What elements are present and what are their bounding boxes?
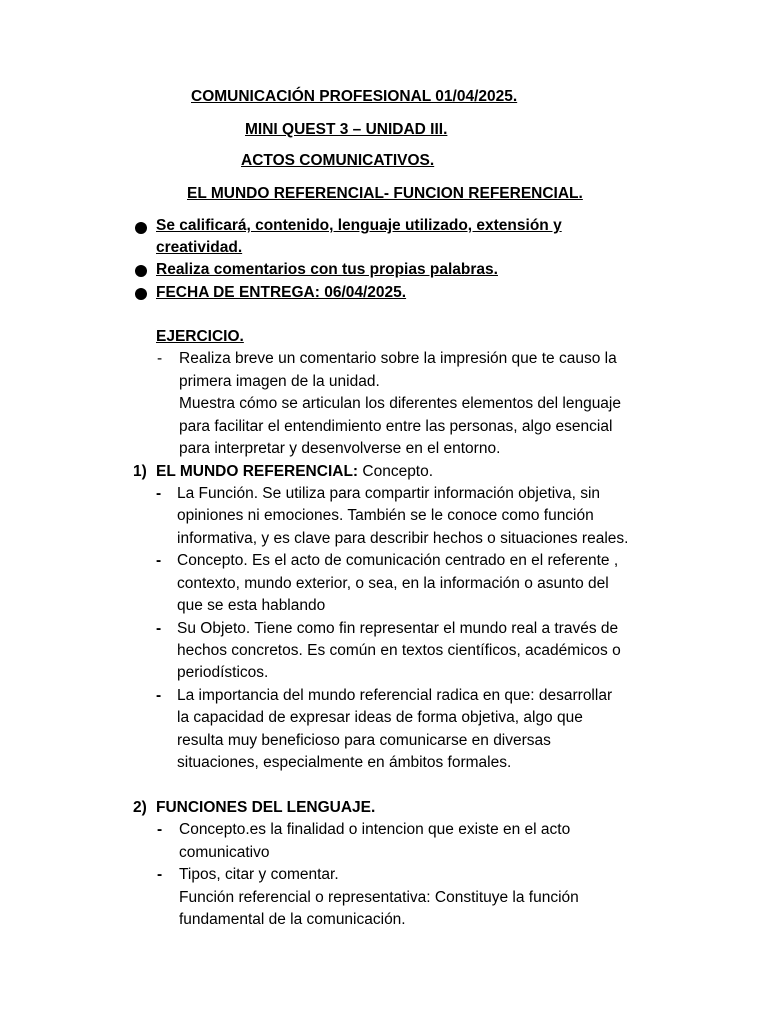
- dash-marker: -: [156, 485, 162, 502]
- section-2-title: FUNCIONES DEL LENGUAJE.: [156, 799, 376, 816]
- instruction-1-line-2: creatividad.: [156, 239, 243, 256]
- exercise-line-4: para facilitar el entendimiento entre las personas, algo esencial: [179, 418, 613, 435]
- s1-item-1-line-3: informativa, y es clave para describir hechos o situaciones reales.: [177, 530, 629, 547]
- s1-item-2-line-1: Concepto. Es el acto de comunicación centrado en el referente ,: [177, 552, 619, 569]
- course-title: COMUNICACIÓN PROFESIONAL 01/04/2025.: [191, 88, 518, 105]
- topic-title: ACTOS COMUNICATIVOS.: [241, 152, 435, 169]
- s1-item-3-line-1: Su Objeto. Tiene como fin representar el mundo real a través de: [177, 620, 619, 637]
- s1-item-3-line-3: periodísticos.: [177, 664, 269, 681]
- instruction-1-line-1: Se calificará, contenido, lenguaje utilizado, extensión y: [156, 217, 562, 234]
- s2-item-2-line-2: Función referencial o representativa: Constituye la función: [179, 889, 579, 906]
- s1-item-1-line-2: opiniones ni emociones. También se le conoce como función: [177, 507, 594, 524]
- bullet-icon: [135, 265, 147, 277]
- instruction-3: FECHA DE ENTREGA: 06/04/2025.: [156, 284, 407, 301]
- bullet-icon: [135, 222, 147, 234]
- exercise-line-3: Muestra cómo se articulan los diferentes elementos del lenguaje: [179, 395, 621, 412]
- dash-marker: -: [157, 350, 163, 367]
- section-1-number: 1): [133, 463, 147, 480]
- s1-item-2-line-3: que se esta hablando: [177, 597, 326, 614]
- bullet-icon: [135, 288, 147, 300]
- dash-marker: -: [157, 866, 163, 883]
- section-2-number: 2): [133, 799, 147, 816]
- dash-marker: -: [156, 620, 162, 637]
- s1-item-4-line-3: resulta muy beneficioso para comunicarse en diversas: [177, 732, 551, 749]
- section-1-title: EL MUNDO REFERENCIAL:: [156, 463, 359, 480]
- s2-item-2-line-1: Tipos, citar y comentar.: [179, 866, 339, 883]
- dash-marker: -: [156, 552, 162, 569]
- s2-item-2-line-3: fundamental de la comunicación.: [179, 911, 406, 928]
- s1-item-3-line-2: hechos concretos. Es común en textos científicos, académicos o: [177, 642, 621, 659]
- subtopic-title: EL MUNDO REFERENCIAL- FUNCION REFERENCIAL.: [187, 185, 583, 202]
- s1-item-1-line-1: La Función. Se utiliza para compartir información objetiva, sin: [177, 485, 601, 502]
- section-1-title-rest: Concepto.: [358, 463, 434, 480]
- s1-item-4-line-4: situaciones, especialmente en ámbitos formales.: [177, 754, 512, 771]
- s1-item-4-line-1: La importancia del mundo referencial radica en que: desarrollar: [177, 687, 613, 704]
- exercise-line-5: para interpretar y desenvolverse en el entorno.: [179, 440, 501, 457]
- exercise-line-1: Realiza breve un comentario sobre la impresión que te causo la: [179, 350, 617, 367]
- exercise-line-2: primera imagen de la unidad.: [179, 373, 380, 390]
- quest-title: MINI QUEST 3 – UNIDAD III.: [245, 121, 448, 138]
- s2-item-1-line-1: Concepto.es la finalidad o intencion que existe en el acto: [179, 821, 571, 838]
- s1-item-4-line-2: la capacidad de expresar ideas de forma objetiva, algo que: [177, 709, 583, 726]
- section-1-heading: [156, 461, 433, 483]
- exercise-title: EJERCICIO.: [156, 328, 244, 345]
- s2-item-1-line-2: comunicativo: [179, 844, 270, 861]
- s1-item-2-line-2: contexto, mundo exterior, o sea, en la información o asunto del: [177, 575, 609, 592]
- dash-marker: -: [157, 821, 163, 838]
- instruction-2: Realiza comentarios con tus propias palabras.: [156, 261, 498, 278]
- dash-marker: -: [156, 687, 162, 704]
